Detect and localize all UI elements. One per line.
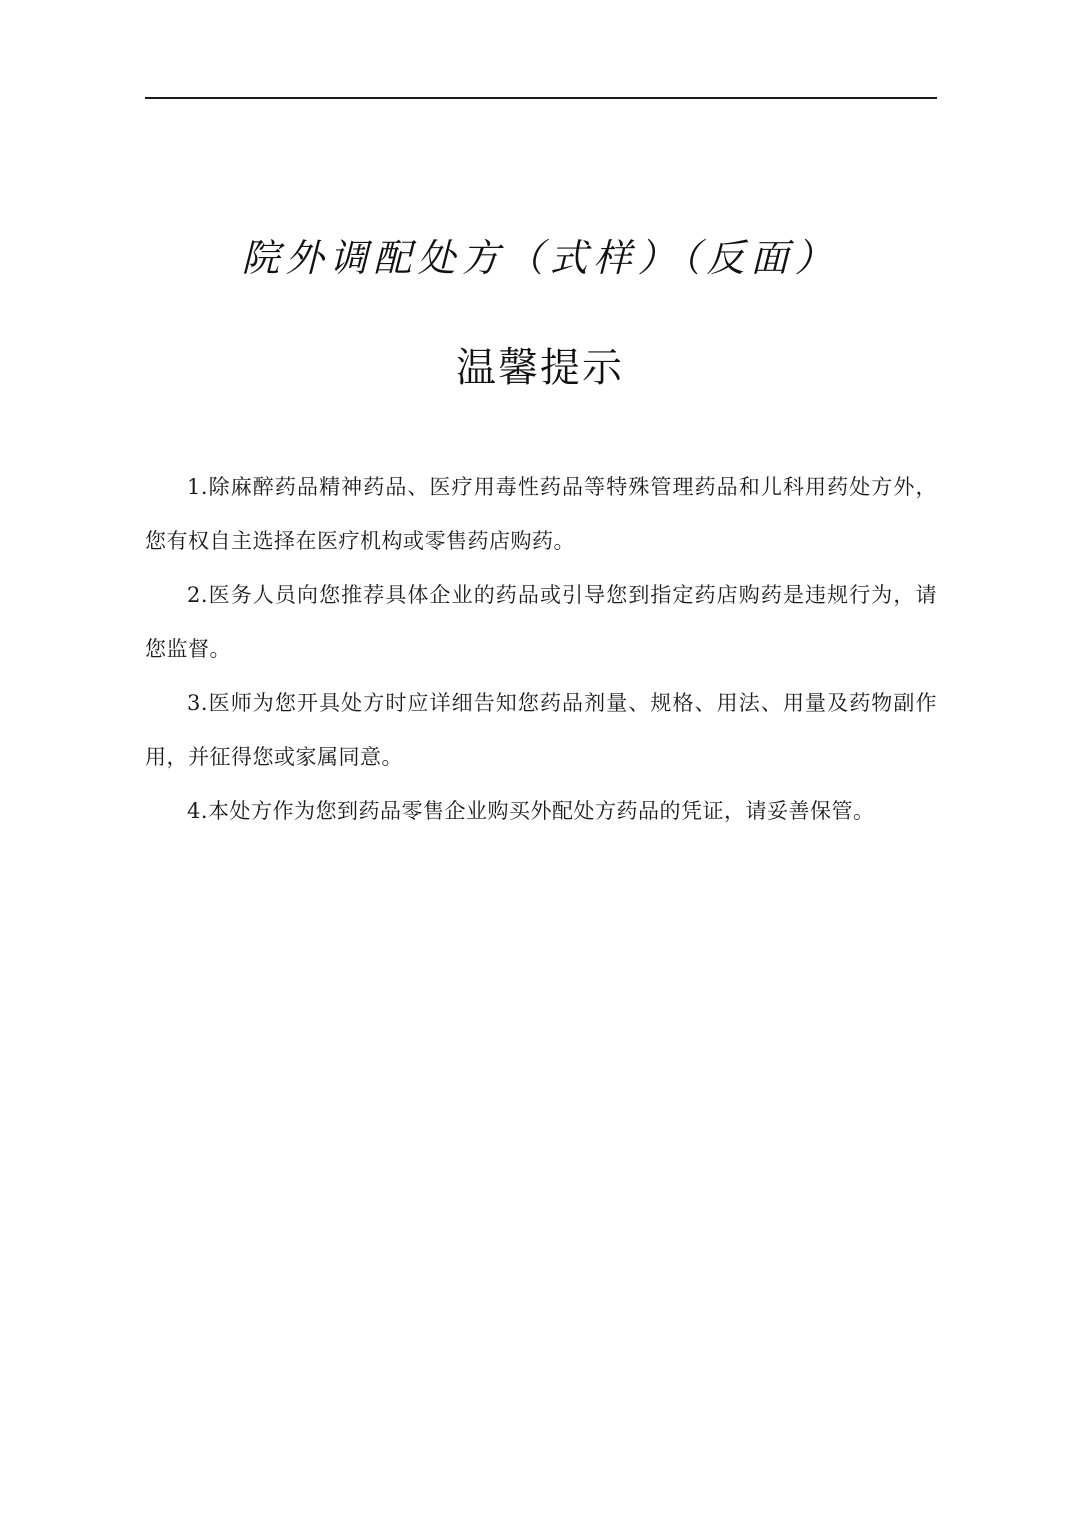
note-item-3: 3.医师为您开具处方时应详细告知您药品剂量、规格、用法、用量及药物副作用，并征得您或家属同意。 [145,691,937,769]
notes-list [145,460,937,838]
document-title: 院外调配处方（式样）（反面） [241,236,839,280]
note-item-1: 1.除麻醉药品精神药品、医疗用毒性药品等特殊管理药品和儿科用药处方外，您有权自主选择在医疗机构或零售药店购药。 [145,475,937,553]
note-item-4: 4.本处方作为您到药品零售企业购买外配处方药品的凭证，请妥善保管。 [187,799,875,823]
note-item-2: 2.医务人员向您推荐具体企业的药品或引导您到指定药店购药是违规行为，请您监督。 [145,583,937,661]
header-rule [145,97,937,99]
warm-tips-heading: 温馨提示 [456,345,624,391]
